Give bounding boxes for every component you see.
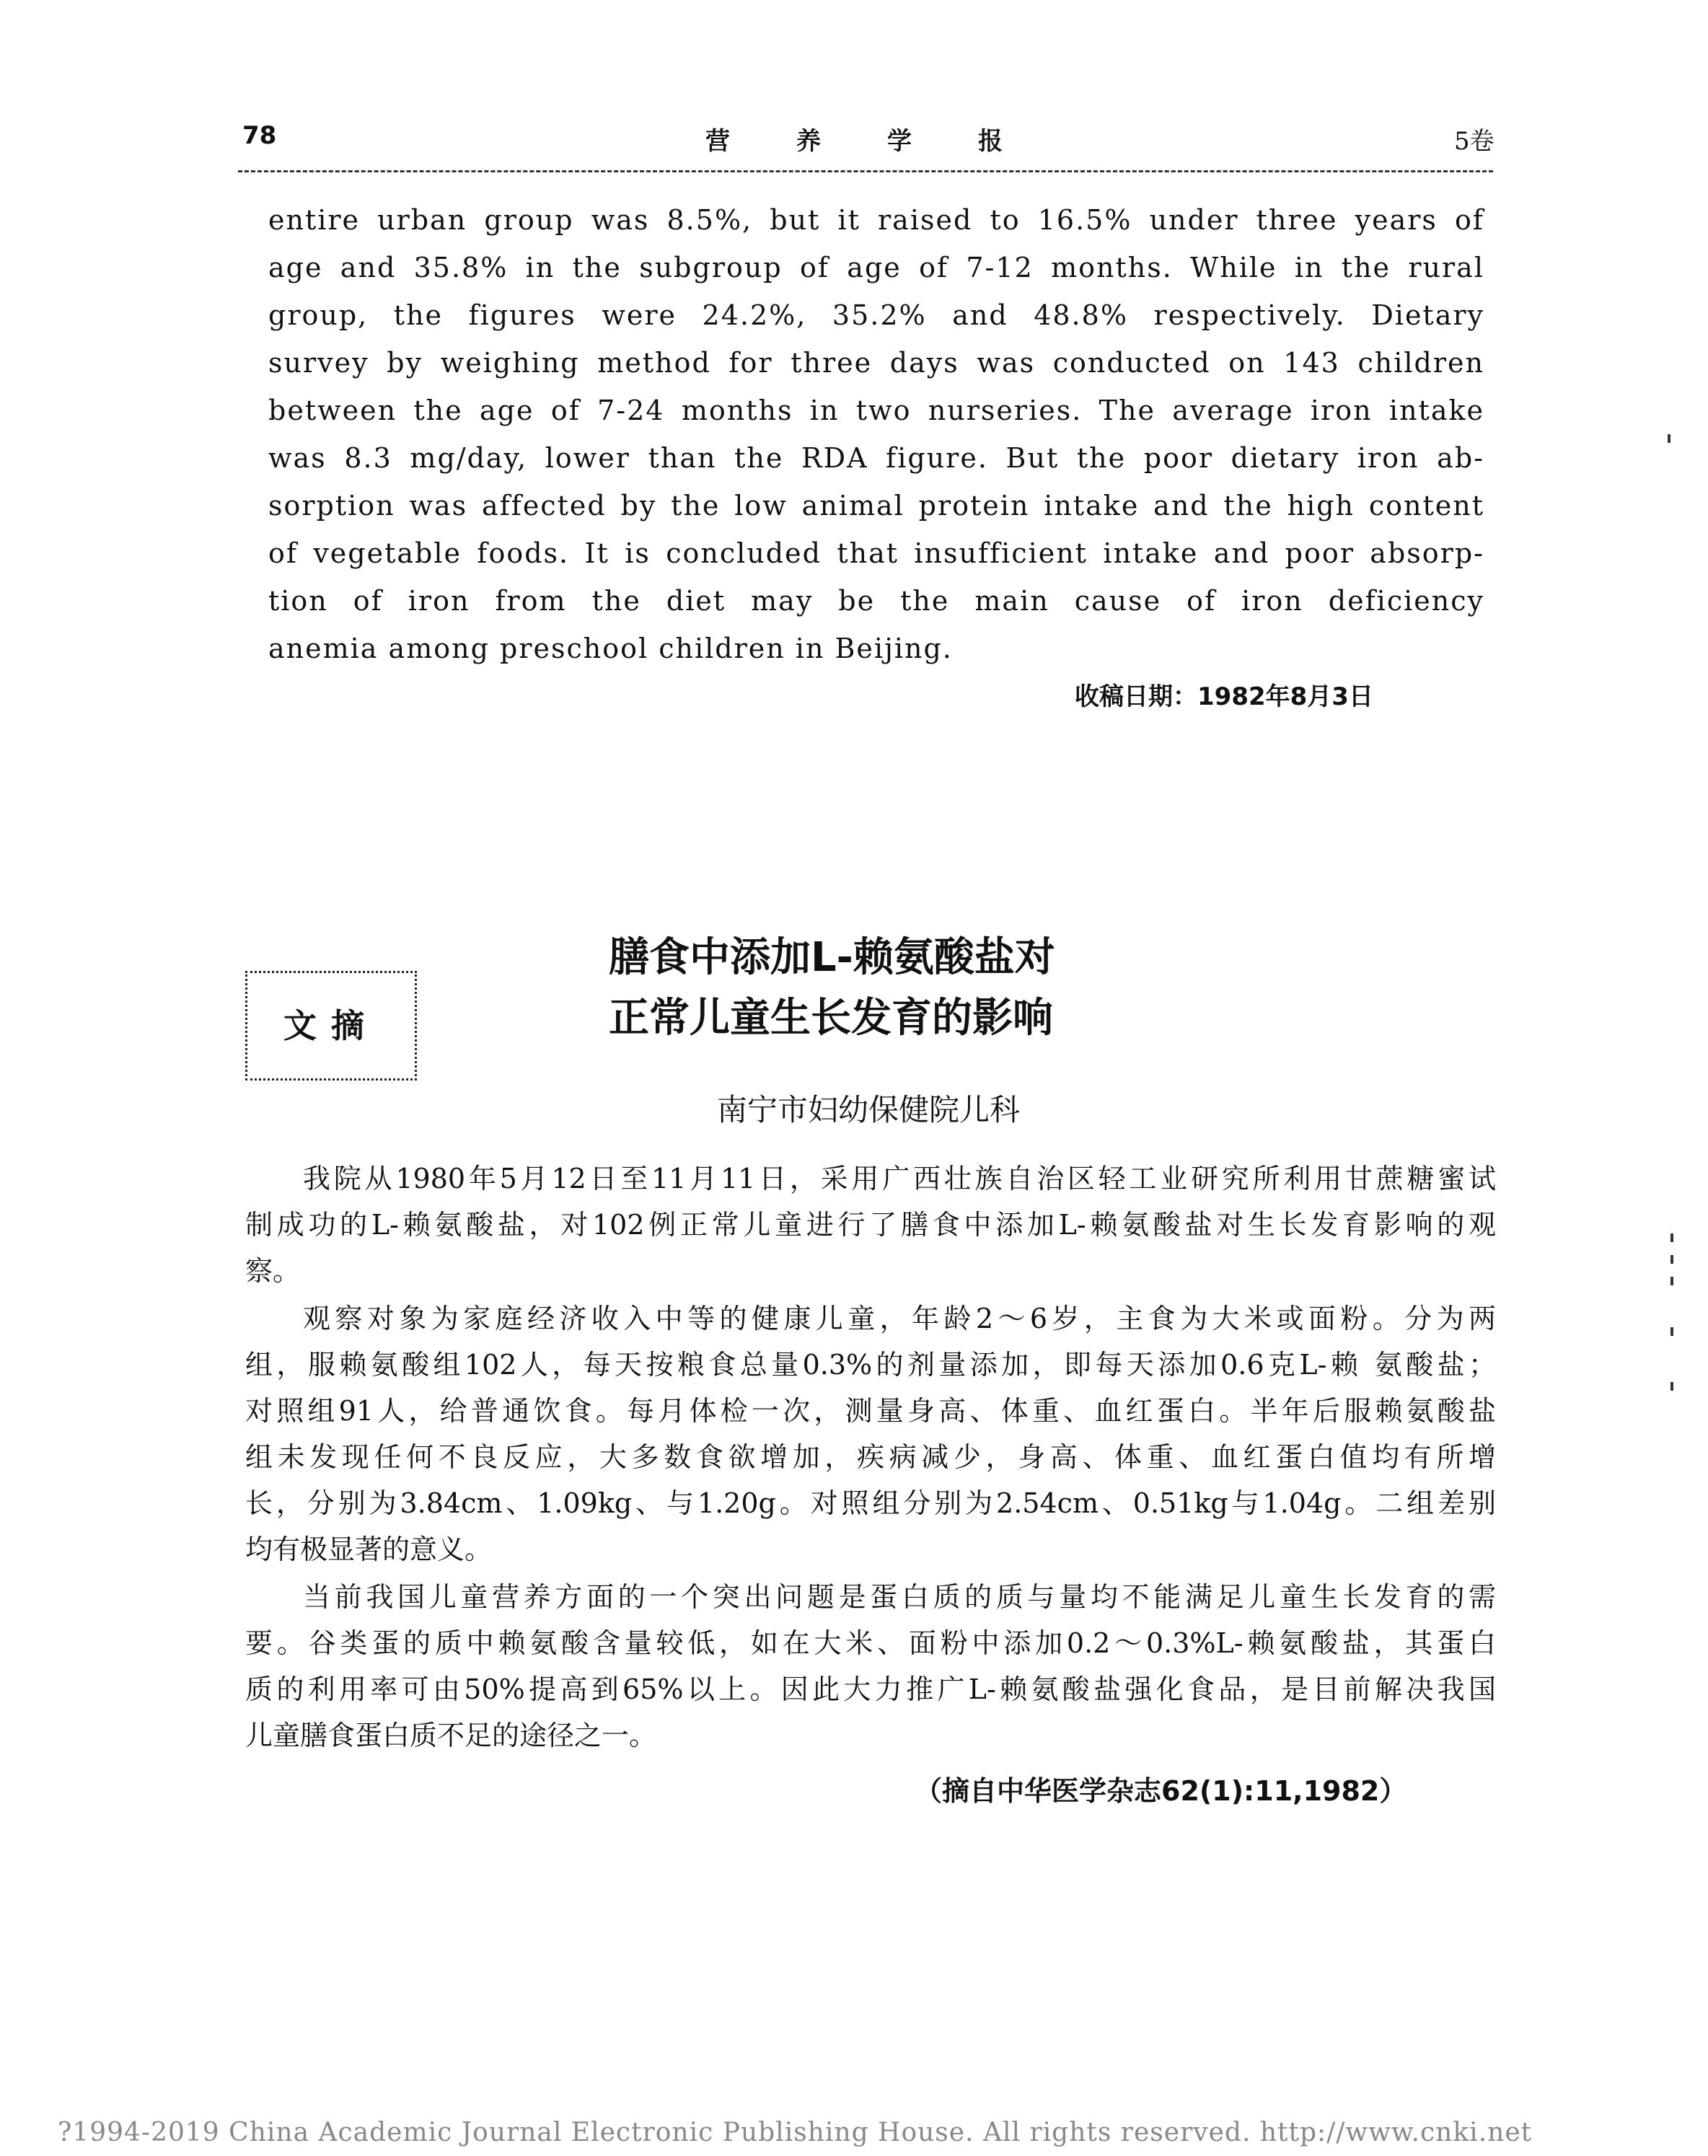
abstract-line: entire urban group was 8.5%, but it raised to 16.5% under three years of: [268, 204, 1484, 236]
volume-label: 5卷: [1454, 127, 1494, 156]
article-title-line: 膳食中添加L-赖氨酸盐对: [609, 934, 1055, 981]
body-line: 当前我国儿童营养方面的一个突出问题是蛋白质的质与量均不能满足儿童生长发育的需: [303, 1581, 1496, 1613]
abstract-line: tion of iron from the diet may be the main cause of iron deficiency: [268, 585, 1484, 617]
scan-speck: [1670, 1233, 1673, 1242]
body-line: 察。: [245, 1255, 301, 1287]
received-date: 收稿日期：1982年8月3日: [1075, 682, 1373, 711]
abstract-line: group, the figures were 24.2%, 35.2% and 48.8% respectively. Dietary: [268, 299, 1484, 331]
abstract-box-label: 文摘: [283, 1006, 379, 1045]
english-abstract: [268, 196, 1484, 672]
scan-speck: [1668, 434, 1670, 443]
scan-speck: [1670, 1255, 1673, 1264]
body-line: 观察对象为家庭经济收入中等的健康儿童，年龄2～6岁，主食为大米或面粉。分为两: [303, 1303, 1496, 1334]
header-rule: [238, 170, 1493, 172]
body-paragraph: [245, 1156, 1496, 1294]
body-line: 对照组91人，给普通饮食。每月体检一次，测量身高、体重、血红蛋白。半年后服赖氨酸盐: [245, 1395, 1496, 1427]
abstract-line: age and 35.8% in the subgroup of age of 7-12 months. While in the rural: [268, 252, 1484, 283]
body-line: 我院从1980年5月12日至11月11日，采用广西壮族自治区轻工业研究所利用甘蔗糖蜜试: [303, 1163, 1496, 1194]
abstract-line: was 8.3 mg/day, lower than the RDA figure. But the poor dietary iron ab-: [268, 442, 1484, 474]
article-title: [609, 928, 1258, 1049]
article-title-line: 正常儿童生长发育的影响: [609, 995, 1053, 1042]
scan-speck: [1670, 1382, 1673, 1391]
copyright-footer: ?1994-2019 China Academic Journal Electronic Publishing House. All rights reserved. http://www.cnki.net: [58, 2118, 1533, 2147]
body-paragraph: [245, 1574, 1496, 1759]
body-line: 组，服赖氨酸组102人，每天按粮食总量0.3%的剂量添加，即每天添加0.6克L-赖 氨酸盐；: [245, 1349, 1496, 1381]
journal-title: 营养学报: [705, 127, 1069, 156]
body-line: 质的利用率可由50%提高到65%以上。因此大力推广L-赖氨酸盐强化食品，是目前解决我国: [245, 1673, 1496, 1705]
body-line: 要。谷类蛋的质中赖氨酸含量较低，如在大米、面粉中添加0.2～0.3%L-赖氨酸盐，其蛋白: [245, 1627, 1496, 1659]
body-line: 均有极显著的意义。: [245, 1534, 493, 1565]
abstract-line: anemia among preschool children in Beijing.: [268, 633, 953, 664]
abstract-line: sorption was affected by the low animal protein intake and the high content: [268, 490, 1484, 522]
abstract-line: of vegetable foods. It is concluded that insufficient intake and poor absorp-: [268, 537, 1484, 569]
scan-speck: [1670, 1327, 1673, 1336]
body-line: 制成功的L-赖氨酸盐，对102例正常儿童进行了膳食中添加L-赖氨酸盐对生长发育影响的观: [245, 1209, 1496, 1241]
scan-speck: [1670, 1277, 1673, 1285]
article-author: 南宁市妇幼保健院儿科: [716, 1092, 1020, 1127]
abstract-line: survey by weighing method for three days was conducted on 143 children: [268, 347, 1484, 379]
page-number: 78: [242, 121, 277, 150]
citation: （摘自中华医学杂志62(1):11,1982）: [915, 1775, 1407, 1807]
abstract-line: between the age of 7-24 months in two nurseries. The average iron intake: [268, 395, 1484, 426]
abstract-box: [245, 971, 417, 1081]
body-line: 组未发现任何不良反应，大多数食欲增加，疾病减少，身高、体重、血红蛋白值均有所增: [245, 1441, 1496, 1473]
body-line: 儿童膳食蛋白质不足的途径之一。: [245, 1720, 657, 1751]
body-paragraph: [245, 1295, 1496, 1572]
body-line: 长，分别为3.84cm、1.09kg、与1.20g。对照组分别为2.54cm、0.51kg与1.04g。二组差别: [245, 1487, 1496, 1519]
